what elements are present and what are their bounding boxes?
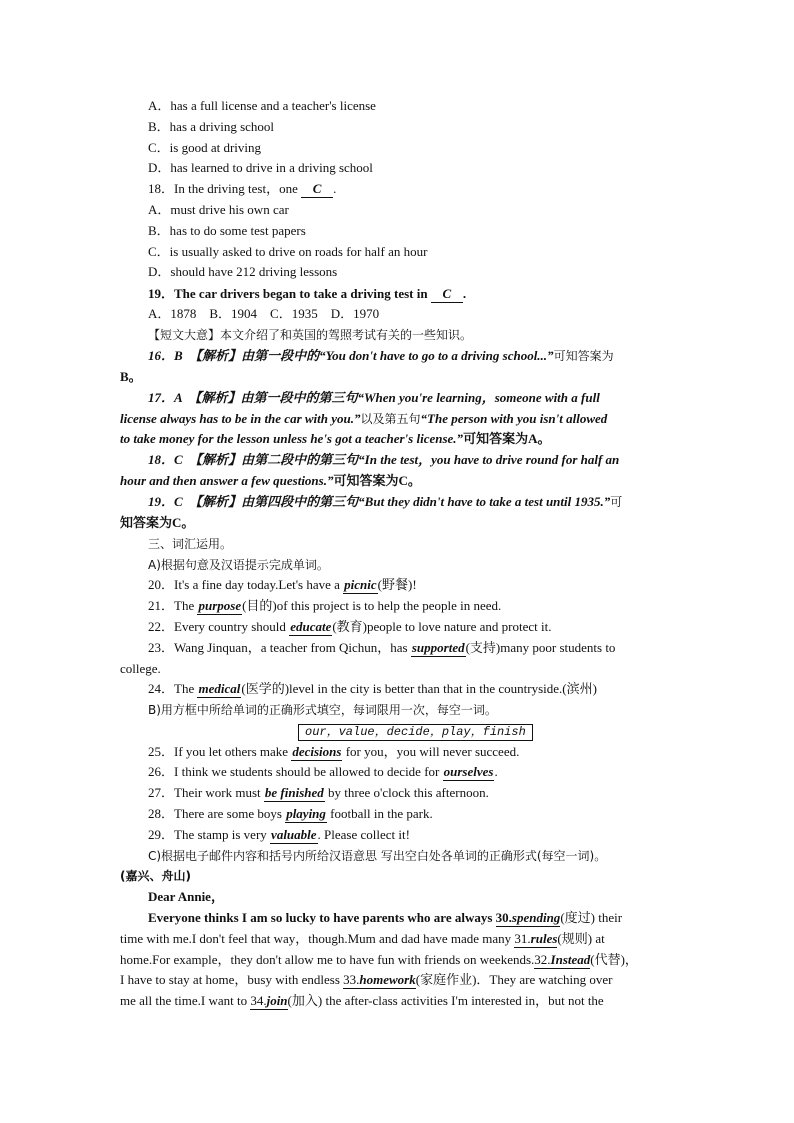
explanation-19-line2: 知答案为C。: [120, 515, 195, 530]
explanation-16: 16．B 【解析】由第一段中的“You don't have to go to a driving school...”可知答案为: [148, 348, 614, 363]
explanation-17-line2: license always has to be in the car with you.”以及第五句“The person with you isn't allowed: [120, 411, 608, 426]
q21: 21．The purpose(目的)of this project is to help the people in need.: [148, 598, 502, 613]
word-box: our，value，decide，play，finish: [298, 723, 533, 741]
q19-stem: 19．The car drivers began to take a driving test in C .: [148, 286, 467, 301]
explanation-17: 17．A 【解析】由第一段中的第三句“When you're learning，someone with a full: [148, 390, 600, 405]
explanation-17-line3: to take money for the lesson unless he's got a teacher's license.”可知答案为A。: [120, 431, 551, 446]
q23: 23．Wang Jinquan，a teacher from Qichun，has supported(支持)many poor students to: [148, 640, 616, 655]
q18-answer-blank: C: [301, 181, 333, 198]
q22: 22．Every country should educate(教育)people to love nature and protect it.: [148, 619, 552, 634]
email-line-5: me all the time.I want to 34.join(加入) the after-class activities I'm interested in，but not the: [120, 993, 604, 1008]
email-line-1: Everyone thinks I am so lucky to have parents who are always 30.spending(度过) their: [148, 910, 623, 925]
q18-option-c: C．is usually asked to drive on roads for half an hour: [148, 244, 428, 259]
summary: 【短文大意】本文介绍了和英国的驾照考试有关的一些知识。: [148, 328, 473, 342]
q17-option-a: A．has a full license and a teacher's license: [148, 98, 376, 113]
q18-option-a: A．must drive his own car: [148, 202, 289, 217]
explanation-16-line2: B。: [120, 369, 142, 384]
q28: 28．There are some boys playing football in the park.: [148, 806, 433, 821]
explanation-18-line2: hour and then answer a few questions.”可知答案为C。: [120, 473, 421, 488]
explanation-18: 18．C 【解析】由第二段中的第三句“In the test，you have to drive round for half an: [148, 452, 620, 467]
email-line-2: time with me.I don't feel that way，though.Mum and dad have made many 31.rules(规则) at: [120, 931, 605, 946]
q19-answer-blank: C: [431, 286, 463, 303]
email-greeting: Dear Annie，: [148, 889, 224, 904]
email-line-4: I have to stay at home，busy with endless 33.homework(家庭作业)．They are watching over: [120, 972, 613, 987]
q24: 24．The medical(医学的)level in the city is better than that in the countryside.(滨州): [148, 681, 597, 696]
q29: 29．The stamp is very valuable. Please collect it!: [148, 827, 410, 842]
q18-option-b: B．has to do some test papers: [148, 223, 306, 238]
q17-option-b: B．has a driving school: [148, 119, 275, 134]
part-c-instruction: C)根据电子邮件内容和括号内所给汉语意思 写出空白处各单词的正确形式(每空一词)。: [148, 849, 607, 863]
part-a-instruction: A)根据句意及汉语提示完成单词。: [148, 558, 329, 572]
q17-option-c: C．is good at driving: [148, 140, 262, 155]
section3-title: 三、词汇运用。: [148, 537, 233, 551]
explanation-19: 19．C 【解析】由第四段中的第三句“But they didn't have to take a test until 1935.”可: [148, 494, 623, 509]
q25: 25．If you let others make decisions for you，you will never succeed.: [148, 744, 520, 759]
q23-line2: college.: [120, 661, 161, 676]
q19-options: A．1878 B．1904 C．1935 D．1970: [148, 306, 380, 321]
q17-option-d: D．has learned to drive in a driving school: [148, 160, 373, 175]
email-line-3: home.For example，they don't allow me to have fun with friends on weekends.32.Instead(代替)，: [120, 952, 638, 967]
part-b-instruction: B)用方框中所给单词的正确形式填空，每词限用一次，每空一词。: [148, 703, 497, 717]
q27: 27．Their work must be finished by three o'clock this afternoon.: [148, 785, 489, 800]
q18-stem: 18．In the driving test，one C .: [148, 181, 337, 196]
part-c-source: (嘉兴、舟山): [120, 869, 191, 883]
q18-option-d: D．should have 212 driving lessons: [148, 264, 338, 279]
q26: 26．I think we students should be allowed to decide for ourselves.: [148, 764, 498, 779]
q20: 20．It's a fine day today.Let's have a picnic(野餐)!: [148, 577, 417, 592]
